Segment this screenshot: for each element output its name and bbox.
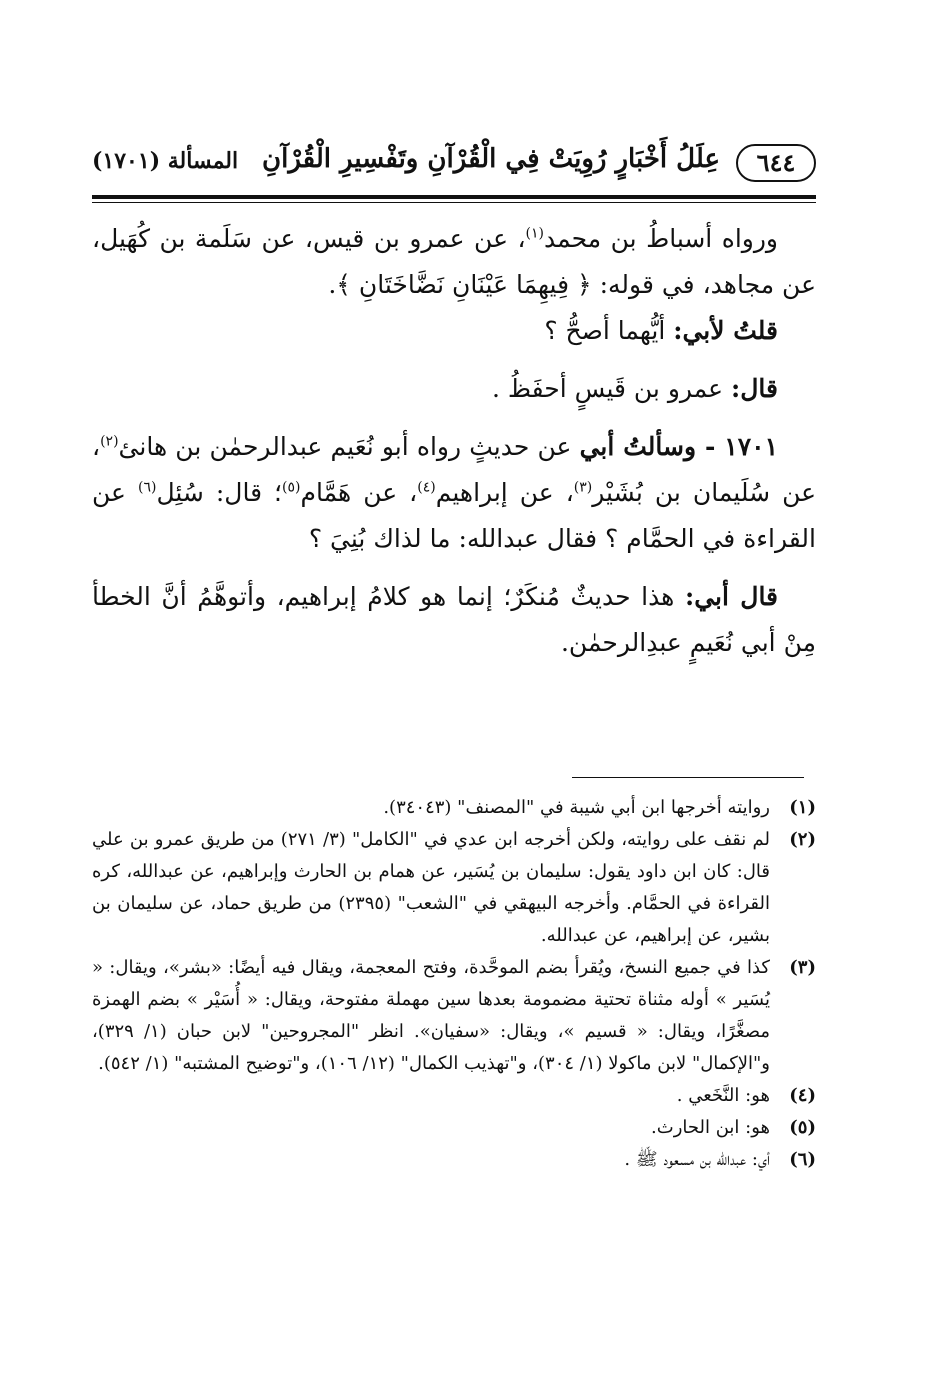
footnote-ref: (١) [525, 225, 545, 242]
book-title: عِلَلُ أَخْبَارٍ رُوِيَتْ فِي الْقُرْآنِ وتَفْسِيرِ الْقُرْآنِ [262, 144, 720, 174]
paragraph-text: عمرو بن قَيسٍ أحفَظُ . [491, 374, 732, 403]
footnote-text: روايته أخرجها ابن أبي شيبة في "المصنف" (٣٤٠٤٣). [383, 797, 770, 818]
paragraph-text: هذا حديثٌ مُنكَرٌ؛ إنما هو كلامُ إبراهيم، وأتوهَّمُ أنَّ الخطأ مِنْ أبي نُعَيمٍ عبدِالرحمٰن. [92, 582, 816, 657]
issue-heading: ١٧٠١ - وسألتُ أبي [579, 432, 779, 461]
paragraph-text: ورواه أسباطُ بن محمد [544, 224, 778, 253]
footnote-number: (٦) [789, 1149, 816, 1170]
footnote-text: كذا في جميع النسخ، ويُقرأ بضم الموحَّدة، وفتح المعجمة، ويقال فيه أيضًا: «بشر»، ويقال: « يُسَير » أوله مثناة تحتية مضمومة بعدها سين مهملة مفتوحة، ويقال: « أُسَيْر » بضم الهمزة مصغَّرًا، ويقال: « قسيم »، ويقال: «سفيان». انظر "المجروحين" لابن حبان (١/ ٣٢٩)، و"الإكمال" لابن ماكولا (١/ ٣٠٤)، و"تهذيب الكمال" (١٢/ ١٠٦)، و"توضيح المشتبه" (١/ ٥٤٢). [92, 957, 770, 1074]
footnote-ref: (٢) [100, 433, 119, 450]
footnote-number: (٣) [789, 957, 816, 978]
paragraph-verdict [92, 574, 816, 666]
footnote [92, 792, 816, 824]
main-text [92, 216, 816, 678]
header-rule-thick [92, 195, 816, 199]
paragraph-text: ، عن إبراهيم [435, 478, 574, 507]
paragraph-text: أيُّهما أصحُّ ؟ [544, 316, 674, 345]
issue-number: المسألة (١٧٠١) [92, 148, 239, 174]
footnote-number: (١) [789, 797, 816, 818]
speaker-label: قلتُ لأبي: [673, 316, 778, 345]
footnote-ref: (٣) [573, 479, 593, 496]
footnotes [92, 792, 816, 1176]
footnote-number: (٤) [789, 1085, 816, 1106]
footnote-text: هو: ابن الحارث. [651, 1117, 770, 1138]
footnote-ref: (٥) [282, 479, 301, 496]
paragraph-question [92, 308, 816, 354]
speaker-label: قال: [731, 374, 778, 403]
footnote [92, 824, 816, 952]
page-header [92, 140, 816, 188]
footnote [92, 952, 816, 1080]
paragraph-text: ، عن عمرو بن قيس، عن سَلَمة بن كُهَيل، عن مجاهد، في قوله: ﴿ فِيهِمَا عَيْنَانِ نَضَّاخَتَانِ ﴾. [92, 224, 816, 299]
paragraph-text: ؛ قال: سُئِل [156, 478, 282, 507]
footnote [92, 1144, 816, 1176]
page-number: ٦٤٤ [736, 144, 816, 182]
footnote-separator [572, 777, 804, 778]
footnote-text: أي: عبدالله بن مسعود ﷺ . [624, 1149, 770, 1170]
paragraph-answer [92, 366, 816, 412]
footnote-text: هو: النَّخَعي . [676, 1085, 770, 1106]
paragraph-text: ، عن هَمَّام [300, 478, 418, 507]
footnote-number: (٢) [789, 829, 816, 850]
footnote-ref: (٦) [137, 479, 157, 496]
paragraph-issue [92, 424, 816, 562]
footnote [92, 1080, 816, 1112]
paragraph-text: عن حديثٍ رواه أبو نُعَيم عبدالرحمٰن بن هانئ [118, 432, 580, 461]
footnote [92, 1112, 816, 1144]
speaker-label: قال أبي: [684, 582, 779, 611]
footnote-ref: (٤) [417, 479, 436, 496]
paragraph-text: ، عن سُلَيمان بن بُشَيْر [92, 432, 817, 507]
footnote-number: (٥) [789, 1117, 816, 1138]
header-rule-thin [92, 202, 816, 203]
paragraph-narration [92, 216, 816, 308]
footnote-text: لم نقف على روايته، ولكن أخرجه ابن عدي في "الكامل" (٣/ ٢٧١) من طريق عمرو بن علي قال: كان ابن داود يقول: سليمان بن يُسَير، عن همام بن الحارث وإبراهيم، عن عبدالله، كره القراءة في الحمَّام. وأخرجه البيهقي في "الشعب" (٢٣٩٥) من طريق حماد، عن سليمان بن بشير، عن إبراهيم، عن عبدالله. [92, 829, 771, 946]
paragraph-text: عن القراءة في الحمَّام ؟ فقال عبدالله: ما لذاك بُنِيَ ؟ [92, 478, 816, 553]
